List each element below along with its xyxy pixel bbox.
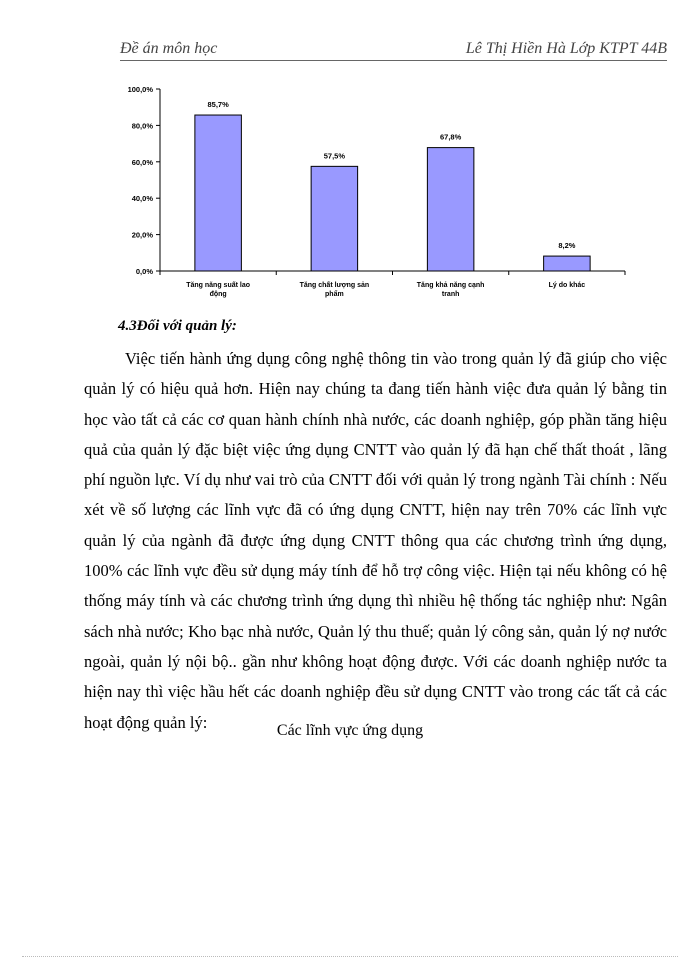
- y-tick-label: 40,0%: [131, 194, 153, 204]
- header-rule: [120, 60, 667, 61]
- data-label: 8,2%: [558, 241, 576, 251]
- bar: [311, 166, 358, 271]
- bar: [427, 148, 474, 271]
- bar-chart: [115, 80, 635, 310]
- y-tick-label: 100,0%: [127, 85, 153, 94]
- data-label: 67,8%: [439, 132, 462, 142]
- y-tick-label: 20,0%: [131, 230, 153, 240]
- category-label: Tăng chất lượng sản phẩm: [299, 282, 370, 298]
- y-tick-label: 0,0%: [135, 267, 153, 276]
- y-tick-label: 80,0%: [131, 121, 153, 131]
- category-label: Tăng năng suất lao động: [186, 282, 251, 298]
- body-paragraph: Việc tiến hành ứng dụng công nghệ thông tin vào trong quản lý đã giúp cho việc quản lý có hiệu quả hơn. Hiện nay chúng ta đang tiến hành việc đưa quản lý bằng tin học vào tất cả các cơ quan hành chính nhà nước, các doanh nghiệp, góp phần tăng hiệu quả của quản lý đặc biệt việc ứng dụng CNTT vào quản lý đã hạn chế thất thoát , lãng phí nguồn lực. Ví dụ như vai trò của CNTT đối với quản lý trong ngành Tài chính : Nếu xét về số lượng các lĩnh vực đã có ứng dụng CNTT, hiện nay trên 70% các lĩnh vực quản lý của ngành đã được ứng dụng CNTT thông qua các chương trình ứng dụng, 100% các lĩnh vực đều sử dụng máy tính để hỗ trợ công việc. Hiện tại nếu không có hệ thống máy tính và các chương trình ứng dụng thì nhiều hệ thống tác nghiệp như: Ngân sách nhà nước; Kho bạc nhà nước, Quản lý thu thuế; quản lý công sản, quản lý nợ nước ngoài, quản lý nội bộ.. gần như không hoạt động được. Với các doanh nghiệp nước ta hiện nay thì việc hầu hết các doanh nghiệp đều sử dụng CNTT vào trong các tất cả các hoạt động quản lý:: [84, 349, 667, 732]
- header-left-text: Đề án môn học: [120, 40, 218, 57]
- category-label: Tăng khả năng cạnh tranh: [416, 282, 485, 298]
- category-label: Lý do khác: [548, 282, 586, 289]
- page-header: [120, 40, 667, 64]
- footer-rule: [22, 956, 678, 957]
- header-right-text: Lê Thị Hiền Hà Lớp KTPT 44B: [465, 40, 667, 57]
- data-label: 85,7%: [207, 100, 229, 110]
- bar: [195, 115, 242, 271]
- section-heading: 4.3Đối với quản lý:: [118, 318, 237, 334]
- y-tick-label: 60,0%: [131, 157, 153, 167]
- bar: [544, 256, 591, 271]
- chart-caption: Các lĩnh vực ứng dụng: [276, 722, 424, 739]
- data-label: 57,5%: [323, 151, 346, 161]
